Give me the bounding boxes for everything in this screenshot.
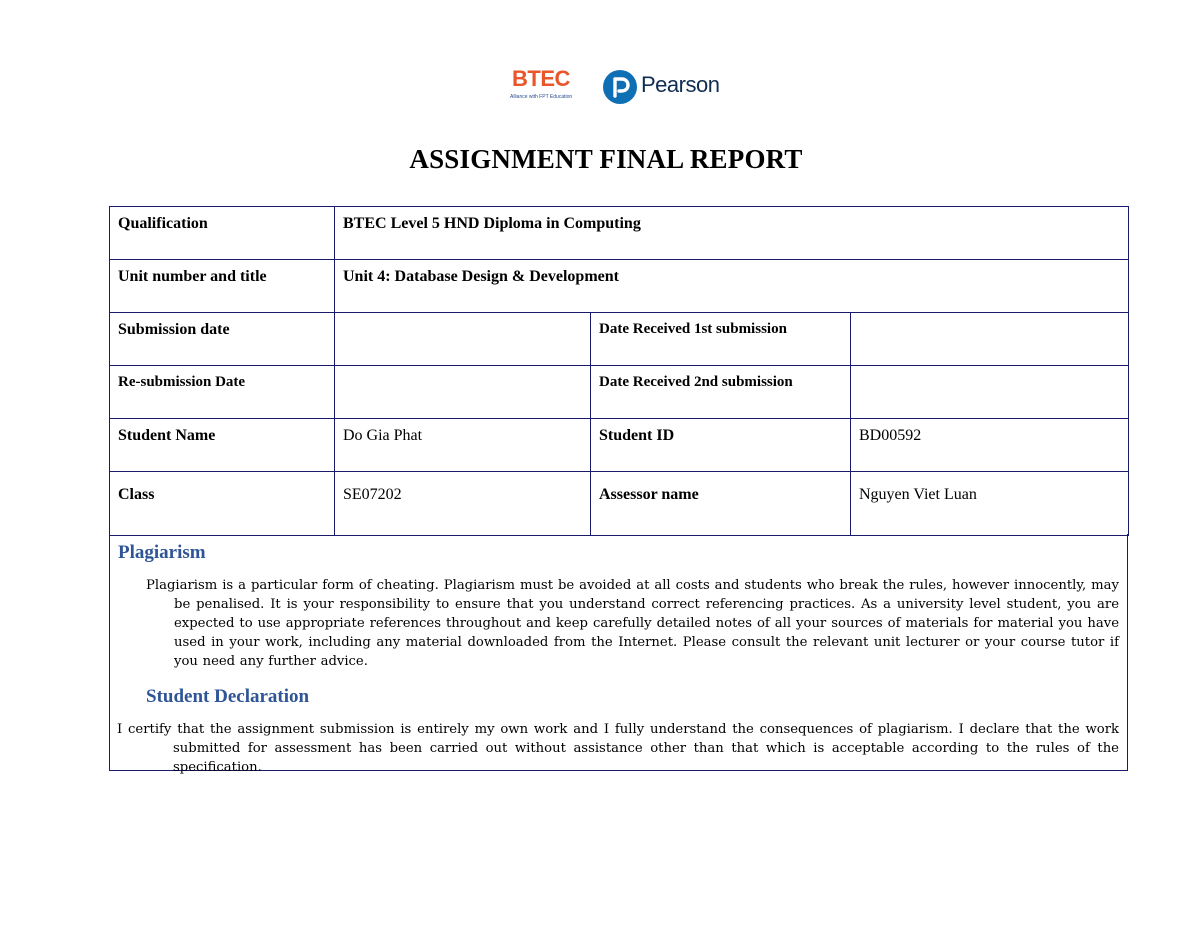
student-name-label: Student Name <box>110 419 335 472</box>
student-name-value: Do Gia Phat <box>335 419 591 472</box>
logo-bar <box>508 64 728 110</box>
btec-logo-subtitle: Alliance with FPT Education <box>510 94 573 100</box>
resubmission-date-label: Re-submission Date <box>110 366 335 419</box>
unit-value: Unit 4: Database Design & Development <box>335 260 1129 313</box>
pearson-logo <box>603 68 728 108</box>
qualification-value: BTEC Level 5 HND Diploma in Computing <box>335 207 1129 260</box>
plagiarism-heading: Plagiarism <box>118 542 206 563</box>
class-label: Class <box>110 472 335 536</box>
pearson-icon <box>603 70 637 104</box>
btec-logo <box>508 66 588 110</box>
btec-logo-text: BTEC <box>512 66 570 91</box>
date-received-1-label: Date Received 1st submission <box>591 313 851 366</box>
date-received-2-value <box>851 366 1129 419</box>
plagiarism-section <box>109 534 1128 775</box>
student-id-value: BD00592 <box>851 419 1129 472</box>
resubmission-date-value <box>335 366 591 419</box>
unit-label: Unit number and title <box>110 260 335 313</box>
qualification-label: Qualification <box>110 207 335 260</box>
plagiarism-paragraph: Plagiarism is a particular form of cheating. Plagiarism must be avoided at all costs and students who break the rules, however innocently, may be penalised. It is your responsibility to ensure that you understand correct referencing practices. As a university level student, you are expected to use appropriate references throughout and keep carefully detailed notes of all your sources of materials for material you have used in your work, including any material downloaded from the Internet. Please consult the relevant unit lecturer or your course tutor if you need any further advice. <box>146 578 1119 669</box>
table-row <box>110 472 1129 536</box>
pearson-logo-text: Pearson <box>641 72 720 97</box>
table-row <box>110 207 1129 260</box>
table-row <box>110 313 1129 366</box>
assignment-info-table <box>109 206 1129 536</box>
plagiarism-paragraph-wrapper <box>146 576 1119 671</box>
table-row <box>110 419 1129 472</box>
declaration-paragraph: I certify that the assignment submission is entirely my own work and I fully understand the consequences of plagiarism. I declare that the work submitted for assessment has been carried out without assistance other than that which is acceptable according to the rules of the specification. <box>117 722 1119 775</box>
submission-date-value <box>335 313 591 366</box>
class-value: SE07202 <box>335 472 591 536</box>
table-row <box>110 366 1129 419</box>
date-received-1-value <box>851 313 1129 366</box>
table-row <box>110 260 1129 313</box>
student-id-label: Student ID <box>591 419 851 472</box>
declaration-heading: Student Declaration <box>146 686 310 707</box>
page-title: ASSIGNMENT FINAL REPORT <box>409 144 803 174</box>
declaration-paragraph-wrapper <box>117 720 1119 777</box>
assessor-label: Assessor name <box>591 472 851 536</box>
submission-date-label: Submission date <box>110 313 335 366</box>
date-received-2-label: Date Received 2nd submission <box>591 366 851 419</box>
assessor-value: Nguyen Viet Luan <box>851 472 1129 536</box>
